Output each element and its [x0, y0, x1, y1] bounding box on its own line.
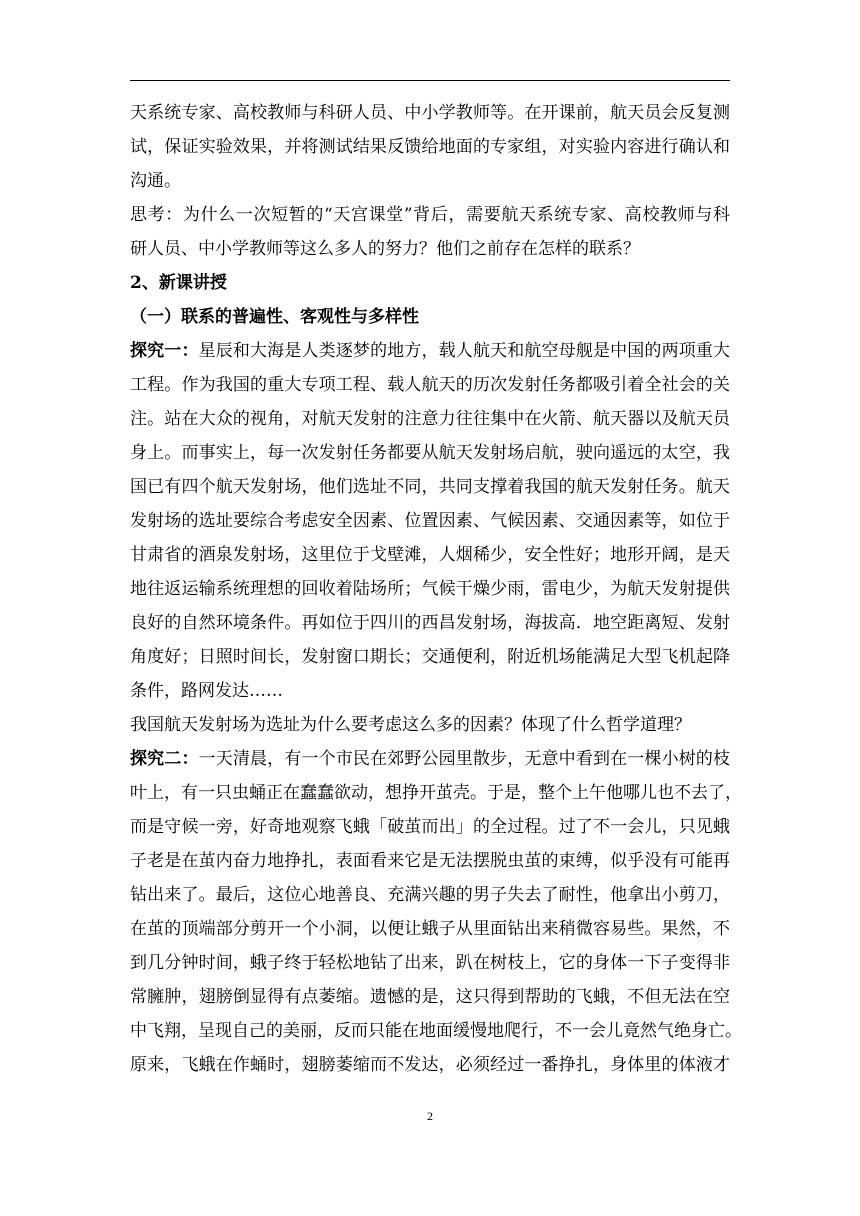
paragraph-line: 身上。而事实上，每一次发射任务都要从航天发射场启航，驶向遥远的太空，我 [130, 443, 730, 463]
paragraph-line: 工程。作为我国的重大专项工程、载人航天的历次发射任务都吸引着全社会的关 [130, 375, 730, 395]
paragraph-line: 钻出来了。最后，这位心地善良、充满兴趣的男子失去了耐性，他拿出小剪刀， [130, 885, 730, 905]
paragraph-line: 到几分钟时间，蛾子终于轻松地钻了出来，趴在树枝上，它的身体一下子变得非 [130, 953, 730, 973]
page-number: 2 [427, 1109, 433, 1123]
paragraph-line: 子老是在茧内奋力地挣扎，表面看来它是无法摆脱虫茧的束缚，似乎没有可能再 [130, 851, 730, 871]
subsection-heading: （一）联系的普遍性、客观性与多样性 [130, 307, 419, 327]
paragraph-line: 原来，飞蛾在作蛹时，翅膀萎缩而不发达，必须经过一番挣扎，身体里的体液才 [130, 1055, 730, 1075]
paragraph-line: 发射场的选址要综合考虑安全因素、位置因素、气候因素、交通因素等，如位于 [130, 511, 730, 531]
paragraph-line: 天系统专家、高校教师与科研人员、中小学教师等。在开课前，航天员会反复测 [130, 103, 730, 123]
header-rule [130, 80, 730, 81]
paragraph-line: 地往返运输系统理想的回收着陆场所；气候干燥少雨，雷电少，为航天发射提供 [130, 579, 730, 599]
paragraph-text: 星辰和大海是人类逐梦的地方，载人航天和航空母舰是中国的两项重大 [198, 341, 731, 361]
paragraph-line: 思考：为什么一次短暂的“天宫课堂”背后，需要航天系统专家、高校教师与科 [130, 205, 730, 225]
paragraph-line: 在茧的顶端部分剪开一个小洞，以便让蛾子从里面钻出来稍微容易些。果然，不 [130, 919, 730, 939]
paragraph-line: 甘肃省的酒泉发射场，这里位于戈壁滩，人烟稀少，安全性好；地形开阔，是天 [130, 545, 730, 565]
paragraph-line [130, 742, 730, 776]
paragraph-line [130, 334, 730, 368]
paragraph-line: 沟通。 [130, 171, 181, 191]
section-heading: 2、新课讲授 [130, 273, 227, 293]
paragraph-line: 研人员、中小学教师等这么多人的努力？他们之前存在怎样的联系？ [130, 239, 640, 259]
explore-label: 探究二： [130, 749, 199, 769]
paragraph-line: 我国航天发射场为选址为什么要考虑这么多的因素？体现了什么哲学道理？ [130, 715, 691, 735]
paragraph-line: 常臃肿，翅膀倒显得有点萎缩。遗憾的是，这只得到帮助的飞蛾，不但无法在空 [130, 987, 730, 1007]
body-text [130, 96, 742, 1082]
paragraph-line: 角度好；日照时间长，发射窗口期长；交通便利，附近机场能满足大型飞机起降 [130, 647, 730, 667]
paragraph-text: 一天清晨，有一个市民在郊野公园里散步，无意中看到在一棵小树的枝 [198, 749, 731, 769]
explore-label: 探究一： [130, 341, 199, 361]
paragraph-line: 国已有四个航天发射场，他们选址不同，共同支撑着我国的航天发射任务。航天 [130, 477, 730, 497]
paragraph-line: 良好的自然环境条件。再如位于四川的西昌发射场，海拔高．地空距离短、发射 [130, 613, 730, 633]
paragraph-line: 注。站在大众的视角，对航天发射的注意力往往集中在火箭、航天器以及航天员 [130, 409, 730, 429]
paragraph-line: 叶上，有一只虫蛹正在蠢蠢欲动，想挣开茧壳。于是，整个上午他哪儿也不去了， [130, 783, 742, 803]
paragraph-line: 试，保证实验效果，并将测试结果反馈给地面的专家组，对实验内容进行确认和 [130, 137, 730, 157]
paragraph-line: 条件，路网发达…… [130, 681, 283, 701]
paragraph-line: 中飞翔，呈现自己的美丽，反而只能在地面缓慢地爬行，不一会儿竟然气绝身亡。 [130, 1021, 742, 1041]
paragraph-line: 而是守候一旁，好奇地观察飞蛾「破茧而出」的全过程。过了不一会儿，只见蛾 [130, 817, 730, 837]
